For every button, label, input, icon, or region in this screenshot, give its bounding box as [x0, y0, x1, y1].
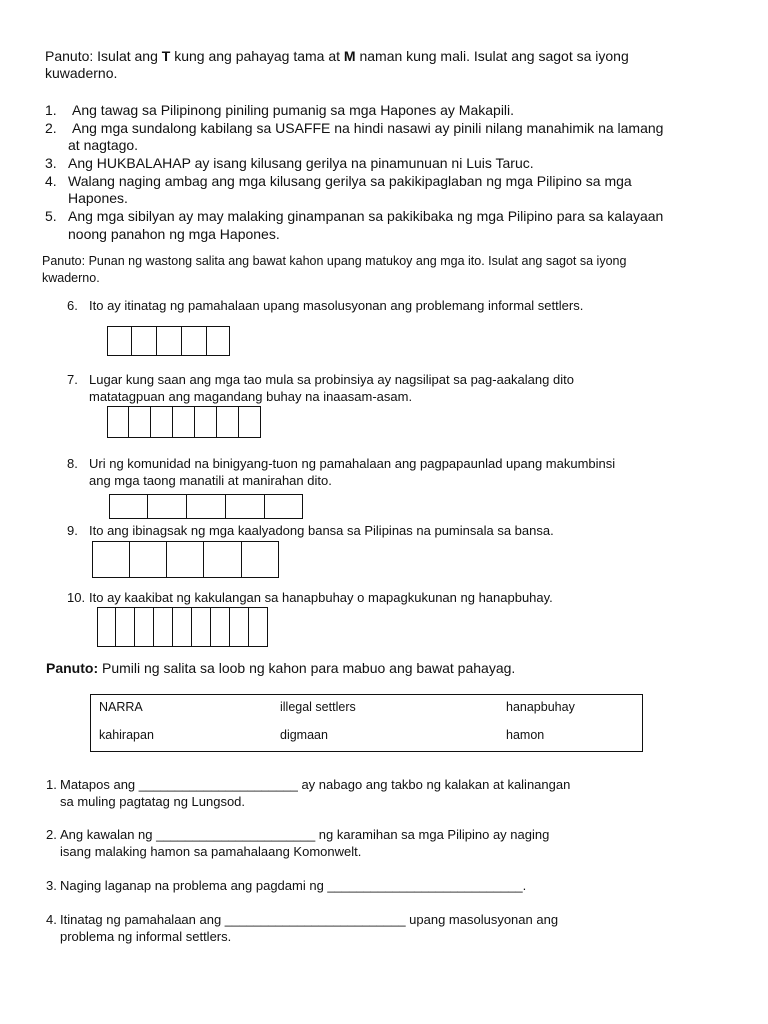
letter-box[interactable] — [167, 541, 204, 578]
item-number: 5. — [45, 208, 57, 224]
item-number: 3. — [46, 878, 57, 893]
fill-blank-text: isang malaking hamon sa pamahalaang Komonwelt. — [60, 844, 362, 859]
answer-boxes[interactable] — [109, 494, 303, 519]
letter-box[interactable] — [154, 607, 173, 647]
letter-box[interactable] — [192, 607, 211, 647]
word-bank-item: kahirapan — [99, 728, 154, 742]
answer-boxes[interactable] — [97, 607, 268, 647]
letter-box[interactable] — [230, 607, 249, 647]
statement-text: noong panahon ng mga Hapones. — [68, 226, 280, 242]
letter-box[interactable] — [187, 494, 226, 519]
letter-box[interactable] — [242, 541, 279, 578]
statement-text: at nagtago. — [68, 137, 139, 153]
letter-box[interactable] — [109, 494, 148, 519]
fill-blank-text[interactable]: Matapos ang ______________________ ay nabago ang takbo ng kalakan at kalinangan — [60, 777, 571, 792]
letter-box[interactable] — [132, 326, 157, 356]
part2-instruction-line2: kwaderno. — [42, 271, 100, 285]
letter-box[interactable] — [157, 326, 182, 356]
statement-text: Ang HUKBALAHAP ay isang kilusang gerilya na pinamunuan ni Luis Taruc. — [68, 155, 534, 171]
item-number: 10. — [67, 590, 86, 605]
letter-box[interactable] — [207, 326, 230, 356]
item-number: 1. — [46, 777, 57, 792]
item-number: 4. — [46, 912, 57, 927]
letter-box[interactable] — [173, 406, 195, 438]
clue-text: Lugar kung saan ang mga tao mula sa probinsiya ay nagsilipat sa pag-aakalang dito — [89, 372, 574, 387]
letter-box[interactable] — [173, 607, 192, 647]
item-number: 7. — [67, 372, 78, 387]
item-number: 2. — [46, 827, 57, 842]
letter-box[interactable] — [151, 406, 173, 438]
fill-blank-text: sa muling pagtatag ng Lungsod. — [60, 794, 246, 809]
item-number: 9. — [67, 523, 78, 538]
part3-instruction-text: Pumili ng salita sa loob ng kahon para mabuo ang bawat pahayag. — [98, 660, 516, 676]
false-marker: M — [343, 48, 356, 64]
letter-box[interactable] — [97, 607, 116, 647]
letter-box[interactable] — [239, 406, 261, 438]
word-bank-item: hamon — [506, 728, 545, 742]
item-number: 2. — [45, 120, 57, 136]
letter-box[interactable] — [135, 607, 154, 647]
letter-box[interactable] — [129, 406, 151, 438]
part1-instruction — [45, 48, 629, 65]
statement-text: Ang mga sibilyan ay may malaking ginampanan sa pakikibaka ng mga Pilipino para sa kalayaan — [68, 208, 664, 224]
letter-box[interactable] — [265, 494, 303, 519]
letter-box[interactable] — [92, 541, 130, 578]
statement-text: Hapones. — [68, 190, 128, 206]
statement-text: Ang mga sundalong kabilang sa USAFFE na hindi nasawi ay pinili nilang manahimik na lamang — [72, 120, 664, 136]
fill-blank-text[interactable]: Naging laganap na problema ang pagdami ng ___________________________. — [60, 878, 527, 893]
clue-text: Ito ay itinatag ng pamahalaan upang masolusyonan ang problemang informal settlers. — [89, 298, 584, 313]
word-bank — [90, 694, 643, 752]
clue-text: matatagpuan ang magandang buhay na inaasam-asam. — [89, 389, 413, 404]
letter-box[interactable] — [249, 607, 268, 647]
item-number: 6. — [67, 298, 78, 313]
fill-blank-text: problema ng informal settlers. — [60, 929, 232, 944]
statement-text: Walang naging ambag ang mga kilusang gerilya sa pakikipaglaban ng mga Pilipino sa mga — [68, 173, 632, 189]
part1-instruction-line2: kuwaderno. — [45, 65, 118, 81]
true-marker: T — [161, 48, 171, 64]
clue-text: Ito ang ibinagsak ng mga kaalyadong bansa sa Pilipinas na puminsala sa bansa. — [89, 523, 554, 538]
letter-box[interactable] — [195, 406, 217, 438]
clue-text: Ito ay kaakibat ng kakulangan sa hanapbuhay o mapagkukunan ng hanapbuhay. — [89, 590, 553, 605]
item-number: 3. — [45, 155, 57, 171]
clue-text: ang mga taong manatili at manirahan dito. — [89, 473, 332, 488]
part1-instruction-text-b: kung ang pahayag tama at — [170, 48, 344, 64]
word-bank-item: illegal settlers — [280, 700, 356, 714]
answer-boxes[interactable] — [92, 541, 279, 578]
part1-instruction-text-c: naman kung mali. Isulat ang sagot sa iyong — [355, 48, 629, 64]
letter-box[interactable] — [182, 326, 207, 356]
letter-box[interactable] — [130, 541, 167, 578]
part1-instruction-text-a: Panuto: Isulat ang — [45, 48, 162, 64]
word-bank-item: digmaan — [280, 728, 328, 742]
letter-box[interactable] — [116, 607, 135, 647]
fill-blank-text[interactable]: Itinatag ng pamahalaan ang _________________________ upang masolusyonan ang — [60, 912, 559, 927]
clue-text: Uri ng komunidad na binigyang-tuon ng pamahalaan ang pagpapaunlad upang makumbinsi — [89, 456, 616, 471]
item-number: 4. — [45, 173, 57, 189]
word-bank-item: NARRA — [99, 700, 143, 714]
letter-box[interactable] — [107, 326, 132, 356]
letter-box[interactable] — [107, 406, 129, 438]
statement-text: Ang tawag sa Pilipinong piniling pumanig sa mga Hapones ay Makapili. — [72, 102, 515, 118]
letter-box[interactable] — [226, 494, 265, 519]
part2-instruction: Panuto: Punan ng wastong salita ang bawat kahon upang matukoy ang mga ito. Isulat ang sagot sa iyong — [42, 254, 627, 268]
fill-blank-text[interactable]: Ang kawalan ng ______________________ ng karamihan sa mga Pilipino ay naging — [60, 827, 550, 842]
answer-boxes[interactable] — [107, 406, 261, 438]
item-number: 1. — [45, 102, 57, 118]
letter-box[interactable] — [148, 494, 187, 519]
item-number: 8. — [67, 456, 78, 471]
letter-box[interactable] — [204, 541, 242, 578]
answer-boxes[interactable] — [107, 326, 230, 356]
part3-instruction-label: Panuto: — [46, 660, 99, 676]
letter-box[interactable] — [217, 406, 239, 438]
letter-box[interactable] — [211, 607, 230, 647]
part3-instruction — [46, 660, 515, 677]
word-bank-item: hanapbuhay — [506, 700, 575, 714]
